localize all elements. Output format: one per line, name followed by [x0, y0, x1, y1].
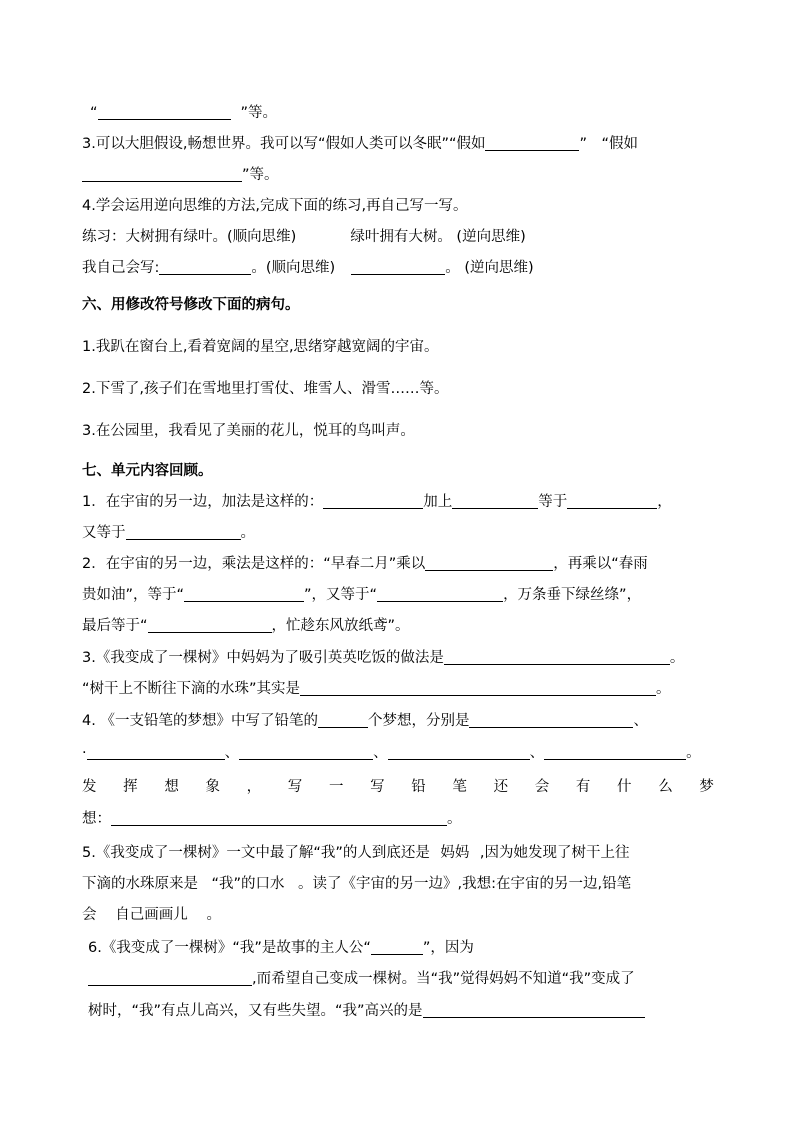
q4-sep: 、 [224, 745, 240, 761]
answer-blank[interactable] [388, 744, 530, 760]
answer-blank[interactable] [111, 810, 447, 826]
spread-char: 还 [493, 779, 509, 795]
sec7-q5-line2 [82, 874, 714, 894]
sec7-q1-line1 [82, 492, 714, 512]
q3-text-a: 3.可以大胆假设,畅想世界。我可以写“假如人类可以冬眠”“假如 [82, 136, 486, 152]
answer-blank[interactable] [323, 493, 423, 509]
q6-text-b: ”，因为 [422, 940, 474, 956]
answer-blank[interactable] [377, 586, 503, 602]
q2-text-g: ，忙趁东风放纸鸢”。 [271, 618, 410, 634]
answer-blank[interactable] [239, 744, 373, 760]
q4-text-b: 个梦想，分别是 [367, 713, 470, 729]
q3-text-b: 。 [669, 650, 685, 666]
q4-xiang: 想： [82, 811, 111, 827]
q2-text-c: 贵如油”，等于“ [82, 587, 185, 603]
q6-text-c: ,而希望自己变成一棵树。当“我”觉得妈妈不知道“我”变成了 [252, 971, 635, 987]
sec7-q1-line2 [82, 523, 714, 543]
section-6-title: 六、用修改符号修改下面的病句。 [82, 297, 300, 313]
q4-text-c: 、 [633, 713, 648, 729]
q5-text-d: 。读了《宇宙的另一边》,我想:在宇宙的另一边,铅笔 [298, 876, 632, 892]
q2-text-e: ，万条垂下绿丝绦”， [503, 587, 642, 603]
sec5-exercise [82, 227, 714, 247]
q5-answer-3[interactable]: 自己画画儿 [115, 907, 188, 923]
q6-text-a: 6.《我变成了一棵树》“我”是故事的主人公“ [88, 940, 371, 956]
answer-blank[interactable] [351, 259, 445, 275]
q3-text-a: 3.《我变成了一棵树》中妈妈为了吸引英英吃饭的做法是 [82, 650, 444, 666]
close-quote-text: ”等。 [240, 105, 278, 121]
answer-blank[interactable] [425, 555, 553, 571]
answer-blank[interactable] [485, 135, 579, 151]
q4-xiang-end: 。 [447, 811, 462, 827]
own-mid: 。(顺向思维) [251, 260, 336, 276]
q5-answer-1[interactable]: 妈妈 [440, 845, 470, 861]
spread-char: ， [246, 779, 262, 795]
q4-text-a: 4. 《一支铅笔的梦想》中写了铅笔的 [82, 713, 318, 729]
q4-sep: 、 [373, 745, 388, 761]
answer-blank[interactable] [567, 493, 657, 509]
q4-end: 。 [686, 745, 701, 761]
answer-blank[interactable] [318, 712, 368, 728]
q5-text-c: 下滴的水珠原来是 [82, 876, 198, 892]
answer-blank[interactable] [148, 617, 272, 633]
sec5-own [82, 258, 714, 278]
sec7-q3-line1 [82, 648, 714, 668]
sec7-q4-line4 [82, 809, 714, 829]
q1-text-c: 等于 [538, 494, 568, 510]
spread-char: 一 [328, 779, 344, 795]
sec5-q4: 4.学会运用逆向思维的方法,完成下面的练习,再自己写一写。 [82, 198, 468, 214]
spread-char: 写 [370, 779, 385, 795]
sec7-q5-line3 [82, 905, 714, 925]
q1-text-a: 1．在宇宙的另一边，加法是这样的： [82, 494, 324, 510]
q5-text-b: ,因为她发现了树干上往 [479, 845, 630, 861]
spread-char: 挥 [123, 779, 138, 795]
q4-dot: · [82, 745, 87, 761]
q1-text-d: ， [657, 494, 672, 510]
sec5-q3-line2 [82, 165, 714, 185]
sec7-q5-line1 [82, 843, 714, 863]
sec7-q4-line3 [82, 777, 714, 797]
q6-text-d: 树时，“我”有点儿高兴，又有些失望。“我”高兴的是 [88, 1003, 423, 1019]
spread-char: 想 [164, 779, 179, 795]
q2-text-d: ”，又等于“ [304, 587, 378, 603]
sec6-sentence-2: 2.下雪了,孩子们在雪地里打雪仗、堆雪人、滑雪……等。 [82, 381, 449, 397]
q3-text-c: ”等。 [242, 167, 279, 183]
sec6-sentence-3: 3.在公园里，我看见了美丽的花儿，悦耳的鸟叫声。 [82, 423, 415, 439]
answer-blank[interactable] [159, 259, 251, 275]
spread-char: 发 [82, 779, 97, 795]
answer-blank[interactable] [98, 104, 231, 120]
q3-text-d: 。 [656, 681, 671, 697]
sec7-q4-line1 [82, 711, 714, 731]
spread-char: 会 [534, 779, 550, 795]
sec7-q4-line2 [82, 743, 714, 763]
sec7-q6-line2 [88, 969, 720, 989]
answer-blank[interactable] [88, 970, 252, 986]
q3-text-b: ” “假如 [579, 136, 639, 152]
sec7-q6-line3 [88, 1001, 720, 1021]
spread-char: 梦 [699, 779, 714, 795]
answer-blank[interactable] [300, 680, 656, 696]
spread-char: 铅 [411, 779, 426, 795]
answer-blank[interactable] [87, 744, 225, 760]
answer-blank[interactable] [544, 744, 686, 760]
q3-text-c: “树干上不断往下滴的水珠”其实是 [82, 681, 301, 697]
sec7-q2-line3 [82, 616, 714, 636]
spread-char: 有 [575, 779, 591, 795]
q5-answer-2[interactable]: “我”的口水 [211, 876, 285, 892]
spread-char: 笔 [452, 779, 467, 795]
answer-blank[interactable] [184, 586, 304, 602]
answer-blank[interactable] [444, 649, 670, 665]
q5-text-f: 。 [206, 907, 221, 923]
open-quote: “ [90, 105, 98, 121]
spread-char: 么 [658, 779, 673, 795]
own-label: 我自己会写: [82, 260, 160, 276]
own-end: 。 (逆向思维) [445, 260, 534, 276]
q1-text-b: 加上 [423, 494, 453, 510]
q1-text-f: 。 [240, 525, 255, 541]
q2-text-b: ，再乘以“春雨 [553, 556, 648, 572]
sec6-sentence-1: 1.我趴在窗台上,看着宽阔的星空,思绪穿越宽阔的宇宙。 [82, 339, 439, 355]
q2-text-f: 最后等于“ [82, 618, 148, 634]
sec5-line-quote-blank [82, 103, 714, 123]
exercise-label: 练习：大树拥有绿叶。(顺向思维) [82, 229, 297, 245]
answer-blank[interactable] [469, 712, 633, 728]
sec7-q2-line1 [82, 554, 714, 574]
sec5-q3-line1 [82, 134, 714, 154]
sec7-q2-line2 [82, 585, 714, 605]
answer-blank[interactable] [126, 524, 241, 540]
answer-blank[interactable] [82, 166, 242, 182]
sec7-q6-line1 [88, 938, 720, 958]
q2-text-a: 2．在宇宙的另一边，乘法是这样的：“早春二月”乘以 [82, 556, 426, 572]
answer-blank[interactable] [371, 939, 423, 955]
q5-text-a: 5.《我变成了一棵树》一文中最了解“我”的人到底还是 [82, 845, 430, 861]
answer-blank[interactable] [452, 493, 538, 509]
answer-blank[interactable] [423, 1002, 645, 1018]
spread-char: 写 [287, 779, 303, 795]
section-7-title: 七、单元内容回顾。 [82, 463, 213, 479]
q5-text-e: 会 [82, 907, 97, 923]
spread-char: 什 [617, 779, 632, 795]
spread-char: 象 [205, 779, 220, 795]
exercise-reverse: 绿叶拥有大树。 (逆向思维) [350, 229, 526, 245]
q4-sep: 、 [529, 745, 545, 761]
sec7-q3-line2 [82, 679, 714, 699]
q1-text-e: 又等于 [82, 525, 126, 541]
